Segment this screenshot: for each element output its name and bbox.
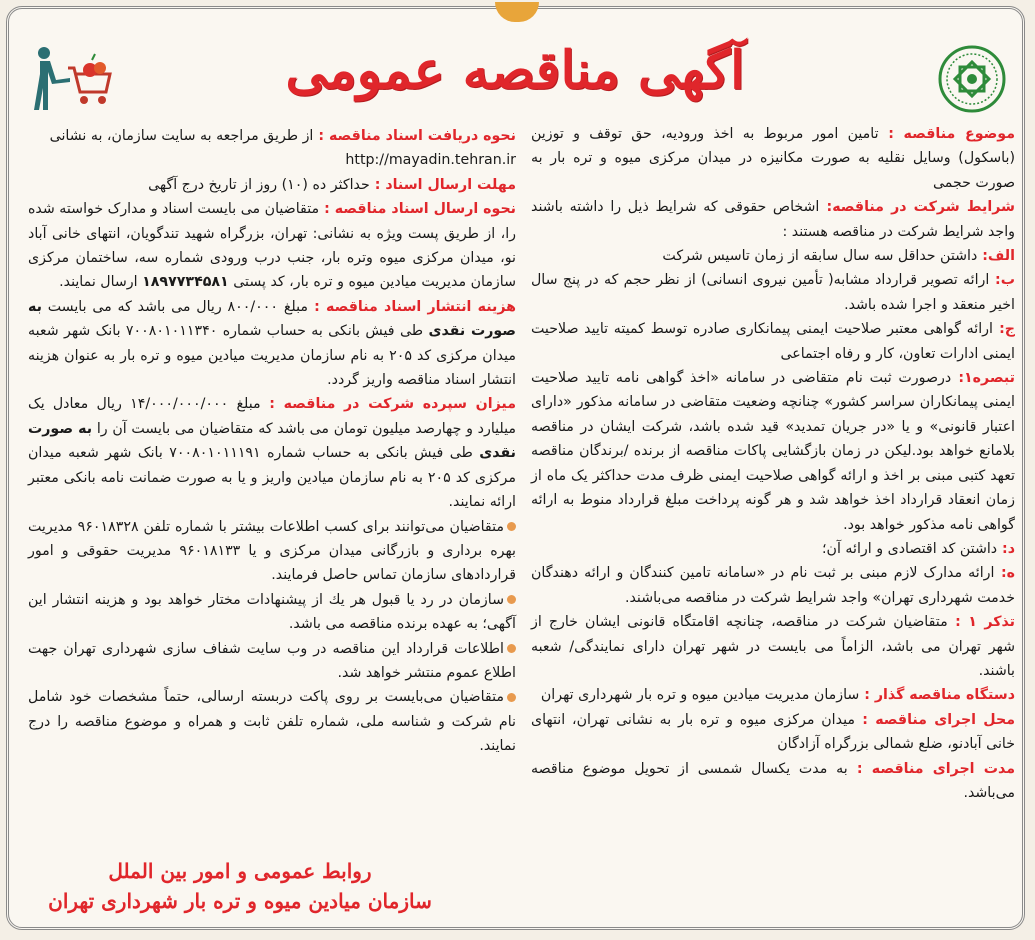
- organizer-paragraph: [531, 683, 1015, 707]
- send-tail: ارسال نمایند.: [59, 274, 143, 291]
- reminder-text: متقاضیان شرکت در مناقصه، چنانچه اقامتگاه قانونی ایشان خارج از شهر تهران می باشد، الزاماً می بایست در شهر تهران دارای نمایندگی/ شعبه باشند.: [531, 614, 1015, 679]
- subject-label: موضوع مناقصه :: [878, 126, 1015, 142]
- website-link[interactable]: http://mayadin.tehran.ir: [345, 152, 516, 169]
- bullet-dot-icon: [507, 693, 516, 702]
- deposit-text-2: طی فیش بانکی به حساب شماره ۷۰۰۸۰۱۰۱۱۱۹۱ بانک شهر شعبه میدان مرکزی کد ۲۰۵ به نام سازمان میادین واریز و یا به صورت ضمانت نامه بانکی معتبر ارائه نمایند.: [28, 445, 516, 511]
- condition-be: [531, 268, 1015, 317]
- deadline-paragraph: [28, 173, 516, 197]
- deadline-text: حداکثر ده (۱۰) روز از تاریخ درج آگهی: [148, 176, 370, 193]
- receive-text: از طریق مراجعه به سایت سازمان، به نشانی: [49, 128, 314, 144]
- condition-he: [531, 561, 1015, 610]
- note1-text: درصورت ثبت نام متقاضی در سامانه «اخذ گواهی نامه تایید صلاحیت ایمنی پیمانکاران سراسر کشور» چنانچه وضعیت متقاضی در سامانه مذکور «دارای اعتبار قانونی» و یا «در جریان تمدید» قید شده باشد، شرکت ایشان در مناقصه بلامانع خواهد بود.لیکن در زمان بازگشایی پاکات مناقصه از برنده /برندگان مناقصه تعهد کتبی مبنی بر اخذ و ارائه گواهی صلاحیت ایمنی ظرف مدت حداکثر یک ماه از زمان انعقاد قرارداد اخذ خواهد شد و هر گونه پرداخت مبلغ قرارداد منوط به ارائه گواهی نامه مذکور خواهد بود.: [531, 370, 1015, 533]
- postal-code: ۱۸۹۷۷۳۴۵۸۱: [142, 274, 229, 291]
- conditions-text: اشخاص حقوقی که شرایط ذیل را داشته باشند واجد شرایط شرکت در مناقصه هستند :: [531, 199, 1015, 240]
- deposit-text-1: مبلغ ۱۴/۰۰۰/۰۰۰/۰۰۰ ریال معادل یک میلیارد و چهارصد میلیون تومان می باشد که متقاضیان می بایست آن را: [28, 396, 516, 437]
- condition-alef: [531, 244, 1015, 268]
- send-text: متقاضیان می بایست اسناد و مدارک خواسته شده را، از طریق پست ویژه به نشانی: تهران، بزرگراه شهید تندگویان، انتهای خانی آباد نو، میدان مرکزی میوه وتره بار، جنب درب ورودی شماره سه، ساختمان مرکزی سازمان مدیریت میادین میوه و تره بار، کد پستی: [28, 201, 516, 291]
- place-paragraph: [531, 708, 1015, 757]
- reminder-label: تذکر ۱ :: [947, 614, 1015, 631]
- note1-label: تبصره۱:: [951, 370, 1015, 387]
- footer-line-2: سازمان میادین میوه و تره بار شهرداری تهران: [48, 889, 432, 913]
- duration-text: به مدت یکسال شمسی از تحویل موضوع مناقصه می‌باشد.: [531, 760, 1015, 801]
- alef-text: داشتن حداقل سه سال سابقه از زمان تاسیس شرکت: [662, 248, 978, 265]
- notice-title: آگهی مناقصه عمومی: [285, 40, 745, 101]
- jim-label: ج:: [992, 321, 1015, 338]
- bullet-text-4: متقاضیان می‌بایست بر روی پاکت دربسته ارسالی، حتماً مشخصات خود شامل نام شرکت و شناسه ملی، شماره تلفن ثابت و همراه و موضوع مناقصه را درج نمایند.: [28, 689, 516, 755]
- reminder-paragraph: [531, 610, 1015, 683]
- subject-paragraph: [531, 122, 1015, 195]
- bullet-item-2: [28, 588, 516, 637]
- condition-dal: [531, 537, 1015, 561]
- receive-label: نحوه دریافت اسناد مناقصه :: [313, 128, 516, 144]
- bullet-item-3: [28, 637, 516, 686]
- deposit-paragraph: [28, 392, 516, 514]
- bullet-item-1: [28, 515, 516, 588]
- place-label: محل اجرای مناقصه :: [854, 711, 1015, 728]
- place-text: میدان مرکزی میوه و تره بار به نشانی تهران، انتهای خانی آبادنو، ضلع شمالی بزرگراه آزادگان: [531, 711, 1015, 753]
- bullet-item-4: [28, 685, 516, 758]
- organizer-label: دستگاه مناقصه گذار :: [859, 687, 1015, 704]
- be-text: ارائه تصویر قرارداد مشابه( تأمین نیروی انسانی) از نظر حجم که در پنج سال اخیر منعقد و اجرا شده باشد.: [531, 272, 1015, 313]
- he-text: ارائه مدارک لازم مبنی بر ثبت نام در «سامانه تامین کنندگان و ارائه دهندگان خدمت شهرداری تهران» واجد شرایط شرکت در مناقصه می‌باشند.: [531, 565, 1015, 606]
- website-line: [28, 148, 516, 172]
- alef-label: الف:: [977, 248, 1015, 265]
- conditions-label: شرایط شرکت در مناقصه:: [819, 199, 1015, 216]
- organizer-text: سازمان مدیریت میادین میوه و تره بار شهرداری تهران: [540, 687, 860, 704]
- duration-paragraph: [531, 757, 1015, 806]
- subject-text: تامین امور مربوط به اخذ ورودیه، حق توقف و توزین (باسکول) وسایل نقلیه به صورت مکانیزه در میدان مرکزی میوه و تره بار به صورت حجمی: [531, 126, 1015, 191]
- send-paragraph: [28, 197, 516, 295]
- bullet-text-3: اطلاعات قرارداد این مناقصه در وب سایت شفاف سازی شهرداری تهران جهت اطلاع عموم منتشر خواهد شد.: [28, 640, 516, 681]
- be-label: ب:: [989, 272, 1015, 289]
- footer-line-1: روابط عمومی و امور بین الملل: [108, 859, 372, 883]
- note1-paragraph: [531, 366, 1015, 537]
- cost-label: هزینه انتشار اسناد مناقصه :: [307, 298, 517, 315]
- right-column: [531, 122, 1015, 805]
- he-label: ه:: [994, 565, 1015, 582]
- receive-paragraph: [28, 124, 516, 148]
- bullet-dot-icon: [507, 522, 516, 531]
- footer-signature: [40, 856, 440, 916]
- bullet-text-2: سازمان در رد یا قبول هر یك از پیشنهادات مختار خواهد بود و هزینه انتشار این آگهی؛ به عهده برنده مناقصه می باشد.: [28, 591, 516, 633]
- bullet-dot-icon: [507, 595, 516, 604]
- deposit-cash: به صورت نقدی: [28, 420, 516, 462]
- dal-text: داشتن کد اقتصادی و ارائه آن؛: [822, 540, 998, 557]
- dal-label: د:: [997, 540, 1015, 557]
- cost-text-1: مبلغ ۸۰۰/۰۰۰ ریال می باشد که می بایست: [41, 298, 308, 315]
- tehran-municipality-logo-icon: [937, 44, 1007, 114]
- cost-paragraph: [28, 295, 516, 393]
- left-column: [28, 124, 516, 759]
- shopping-cart-icon: [30, 44, 114, 114]
- send-label: نحوه ارسال اسناد مناقصه :: [319, 201, 516, 218]
- deposit-label: میزان سپرده شرکت در مناقصه :: [260, 396, 517, 413]
- conditions-paragraph: [531, 195, 1015, 244]
- deadline-label: مهلت ارسال اسناد :: [369, 176, 516, 193]
- bullet-dot-icon: [507, 644, 516, 653]
- duration-label: مدت اجرای مناقصه :: [847, 760, 1015, 777]
- jim-text: ارائه گواهی معتبر صلاحیت ایمنی پیمانکاری صادره توسط کمیته تایید صلاحیت ایمنی ادارات تعاون، کار و رفاه اجتماعی: [531, 321, 1015, 362]
- condition-jim: [531, 317, 1015, 366]
- cost-text-2: طی فیش بانکی به حساب شماره ۷۰۰۸۰۱۰۱۱۳۴۰ بانک شهر شعبه میدان مرکزی کد ۲۰۵ به نام سازمان مدیریت میادین میوه و تره بار به عنوان هزینه انتشار اسناد مناقصه واریز گردد.: [28, 323, 516, 389]
- cost-cash: به صورت نقدی: [28, 298, 516, 340]
- bullet-text-1: متقاضیان می‌توانند برای کسب اطلاعات بیشتر با شماره تلفن ۹۶۰۱۸۳۲۸ مدیریت بهره برداری و بازرگانی میدان مرکزی و یا ۹۶۰۱۸۱۳۳ مدیریت حقوقی و امور قراردادهای سازمان تماس حاصل فرمایند.: [28, 518, 516, 584]
